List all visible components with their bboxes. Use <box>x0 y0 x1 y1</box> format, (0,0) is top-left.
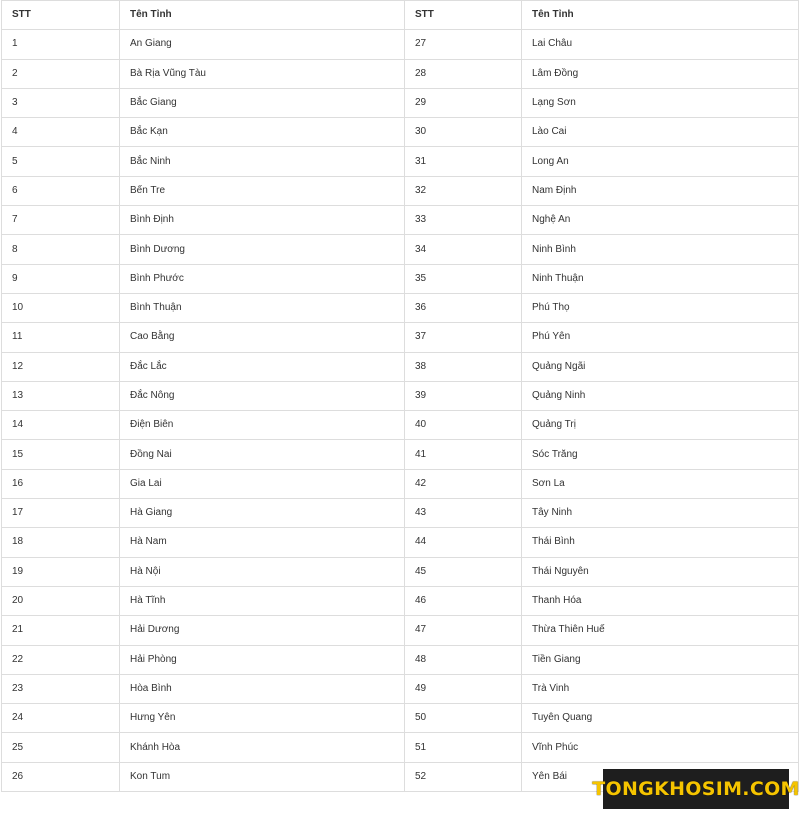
stt-left-cell: 24 <box>2 704 120 733</box>
province-right-cell: Quảng Trị <box>522 411 799 440</box>
stt-left-cell: 12 <box>2 352 120 381</box>
table-row <box>2 586 799 615</box>
stt-left-cell: 15 <box>2 440 120 469</box>
province-right-cell: Tiền Giang <box>522 645 799 674</box>
stt-right-cell: 35 <box>405 264 522 293</box>
province-left-cell: Hà Nam <box>120 528 405 557</box>
province-right-cell: Quảng Ngãi <box>522 352 799 381</box>
stt-right-cell: 51 <box>405 733 522 762</box>
table-row <box>2 704 799 733</box>
province-left-cell: Gia Lai <box>120 469 405 498</box>
province-left-cell: Điện Biên <box>120 411 405 440</box>
table-row <box>2 645 799 674</box>
province-right-cell: Quảng Ninh <box>522 381 799 410</box>
table-header <box>2 1 799 30</box>
table-row <box>2 30 799 59</box>
stt-right-cell: 39 <box>405 381 522 410</box>
header-stt-left: STT <box>2 1 120 30</box>
province-left-cell: Đắc Lắc <box>120 352 405 381</box>
table-row <box>2 528 799 557</box>
stt-right-cell: 47 <box>405 616 522 645</box>
stt-left-cell: 10 <box>2 293 120 322</box>
stt-left-cell: 26 <box>2 762 120 791</box>
province-right-cell: Tuyên Quang <box>522 704 799 733</box>
province-right-cell: Thừa Thiên Huế <box>522 616 799 645</box>
stt-left-cell: 18 <box>2 528 120 557</box>
province-left-cell: Hà Nội <box>120 557 405 586</box>
province-left-cell: Kon Tum <box>120 762 405 791</box>
province-right-cell: Ninh Thuận <box>522 264 799 293</box>
table-row <box>2 176 799 205</box>
province-left-cell: Bắc Giang <box>120 88 405 117</box>
province-right-cell: Thái Bình <box>522 528 799 557</box>
table-row <box>2 499 799 528</box>
stt-left-cell: 13 <box>2 381 120 410</box>
stt-left-cell: 14 <box>2 411 120 440</box>
table-row <box>2 352 799 381</box>
province-right-cell: Nam Định <box>522 176 799 205</box>
header-province-right: Tên Tỉnh <box>522 1 799 30</box>
province-left-cell: Bến Tre <box>120 176 405 205</box>
table-row <box>2 557 799 586</box>
province-right-cell: Lai Châu <box>522 30 799 59</box>
stt-left-cell: 11 <box>2 323 120 352</box>
stt-right-cell: 52 <box>405 762 522 791</box>
province-left-cell: Hưng Yên <box>120 704 405 733</box>
stt-right-cell: 44 <box>405 528 522 557</box>
province-left-cell: Hà Tĩnh <box>120 586 405 615</box>
header-stt-right: STT <box>405 1 522 30</box>
province-left-cell: Hòa Bình <box>120 674 405 703</box>
province-right-cell: Trà Vinh <box>522 674 799 703</box>
table-body <box>2 30 799 792</box>
province-left-cell: Hải Dương <box>120 616 405 645</box>
province-left-cell: Khánh Hòa <box>120 733 405 762</box>
stt-left-cell: 16 <box>2 469 120 498</box>
stt-left-cell: 25 <box>2 733 120 762</box>
province-left-cell: Bình Thuận <box>120 293 405 322</box>
table-row <box>2 264 799 293</box>
stt-right-cell: 31 <box>405 147 522 176</box>
province-left-cell: Bắc Kạn <box>120 118 405 147</box>
province-right-cell: Phú Thọ <box>522 293 799 322</box>
table-row <box>2 381 799 410</box>
stt-right-cell: 29 <box>405 88 522 117</box>
stt-left-cell: 6 <box>2 176 120 205</box>
province-left-cell: Bình Dương <box>120 235 405 264</box>
province-right-cell: Lạng Sơn <box>522 88 799 117</box>
stt-right-cell: 37 <box>405 323 522 352</box>
header-province-left: Tên Tỉnh <box>120 1 405 30</box>
province-left-cell: Bình Định <box>120 206 405 235</box>
stt-left-cell: 22 <box>2 645 120 674</box>
province-left-cell: Bình Phước <box>120 264 405 293</box>
province-left-cell: Bà Rịa Vũng Tàu <box>120 59 405 88</box>
stt-right-cell: 41 <box>405 440 522 469</box>
province-table <box>1 0 799 792</box>
stt-right-cell: 33 <box>405 206 522 235</box>
province-right-cell: Vĩnh Phúc <box>522 733 799 762</box>
province-left-cell: Cao Bằng <box>120 323 405 352</box>
stt-left-cell: 17 <box>2 499 120 528</box>
province-right-cell: Lào Cai <box>522 118 799 147</box>
stt-left-cell: 5 <box>2 147 120 176</box>
table-row <box>2 440 799 469</box>
province-right-cell: Phú Yên <box>522 323 799 352</box>
site-watermark-logo: TONGKHOSIM.COM <box>603 769 789 809</box>
table-row <box>2 293 799 322</box>
stt-right-cell: 42 <box>405 469 522 498</box>
stt-right-cell: 49 <box>405 674 522 703</box>
stt-left-cell: 19 <box>2 557 120 586</box>
province-right-cell: Sơn La <box>522 469 799 498</box>
province-left-cell: Đồng Nai <box>120 440 405 469</box>
province-left-cell: Bắc Ninh <box>120 147 405 176</box>
table-row <box>2 147 799 176</box>
province-left-cell: Đắc Nông <box>120 381 405 410</box>
stt-right-cell: 36 <box>405 293 522 322</box>
stt-left-cell: 1 <box>2 30 120 59</box>
stt-right-cell: 48 <box>405 645 522 674</box>
stt-right-cell: 40 <box>405 411 522 440</box>
province-right-cell: Sóc Trăng <box>522 440 799 469</box>
stt-left-cell: 20 <box>2 586 120 615</box>
province-right-cell: Nghệ An <box>522 206 799 235</box>
stt-right-cell: 43 <box>405 499 522 528</box>
stt-right-cell: 38 <box>405 352 522 381</box>
table-row <box>2 118 799 147</box>
table-row <box>2 59 799 88</box>
table-row <box>2 323 799 352</box>
stt-left-cell: 8 <box>2 235 120 264</box>
stt-left-cell: 3 <box>2 88 120 117</box>
table-row <box>2 733 799 762</box>
stt-left-cell: 9 <box>2 264 120 293</box>
stt-left-cell: 2 <box>2 59 120 88</box>
table-row <box>2 674 799 703</box>
province-right-cell: Thái Nguyên <box>522 557 799 586</box>
stt-right-cell: 50 <box>405 704 522 733</box>
province-right-cell: Tây Ninh <box>522 499 799 528</box>
province-left-cell: An Giang <box>120 30 405 59</box>
province-right-cell: Thanh Hóa <box>522 586 799 615</box>
table-row <box>2 616 799 645</box>
header-row <box>2 1 799 30</box>
stt-right-cell: 46 <box>405 586 522 615</box>
table-row <box>2 88 799 117</box>
province-left-cell: Hà Giang <box>120 499 405 528</box>
stt-right-cell: 30 <box>405 118 522 147</box>
stt-left-cell: 7 <box>2 206 120 235</box>
stt-left-cell: 23 <box>2 674 120 703</box>
province-right-cell: Lâm Đồng <box>522 59 799 88</box>
stt-right-cell: 34 <box>405 235 522 264</box>
stt-left-cell: 21 <box>2 616 120 645</box>
table-row <box>2 206 799 235</box>
stt-right-cell: 27 <box>405 30 522 59</box>
stt-left-cell: 4 <box>2 118 120 147</box>
province-right-cell: Ninh Bình <box>522 235 799 264</box>
table-row <box>2 411 799 440</box>
province-left-cell: Hải Phòng <box>120 645 405 674</box>
province-right-cell: Yên Bái <box>522 762 799 791</box>
stt-right-cell: 45 <box>405 557 522 586</box>
stt-right-cell: 28 <box>405 59 522 88</box>
table-row <box>2 235 799 264</box>
table-row <box>2 469 799 498</box>
province-right-cell: Long An <box>522 147 799 176</box>
stt-right-cell: 32 <box>405 176 522 205</box>
